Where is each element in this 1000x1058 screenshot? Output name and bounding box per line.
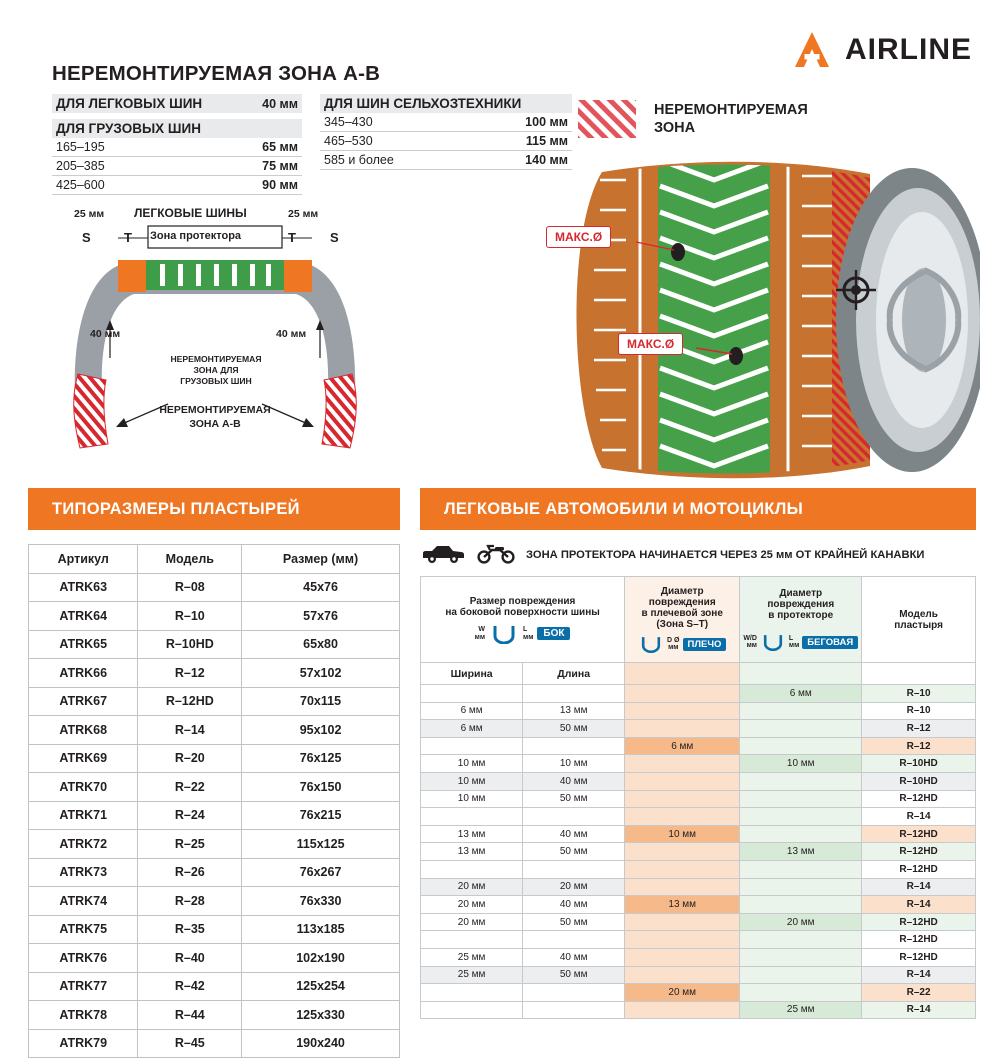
- cell-model: R–45: [138, 1029, 242, 1058]
- table-row: [29, 773, 400, 802]
- cell-tread: [740, 860, 862, 878]
- table-row: [29, 858, 400, 887]
- cell-length: 13 мм: [523, 702, 625, 720]
- cell-length: 10 мм: [523, 755, 625, 773]
- tread-zone-label: Зона протектора: [150, 230, 242, 242]
- side-damage-icon: [489, 624, 519, 644]
- cell-model: R–12HD: [862, 860, 976, 878]
- cell-shoulder: 6 мм: [625, 737, 740, 755]
- cell-article: ATRK79: [29, 1029, 138, 1058]
- cell-length: 20 мм: [523, 878, 625, 896]
- cell-size: 65x80: [242, 630, 400, 659]
- table-row: [29, 659, 400, 688]
- cell-model: R–22: [862, 984, 976, 1002]
- cell-length: [523, 984, 625, 1002]
- section-header-cars-motorcycles: ЛЕГКОВЫЕ АВТОМОБИЛИ И МОТОЦИКЛЫ: [420, 488, 976, 530]
- cell-model: R–12HD: [138, 687, 242, 716]
- cell-width: 20 мм: [421, 878, 523, 896]
- cell-length: 40 мм: [523, 772, 625, 790]
- cell-length: [523, 685, 625, 703]
- cell-width: 10 мм: [421, 790, 523, 808]
- cell-tread: [740, 931, 862, 949]
- cell-model: R–10HD: [862, 755, 976, 773]
- legend-text: НЕРЕМОНТИРУЕМАЯ ЗОНА: [654, 101, 808, 136]
- damage-table-header-row: [421, 577, 976, 663]
- cell-tread: [740, 896, 862, 914]
- cell-shoulder: 10 мм: [625, 825, 740, 843]
- truck-value: 90 мм: [247, 176, 302, 195]
- cell-size: 190x240: [242, 1029, 400, 1058]
- agro-range: 345–430: [320, 113, 472, 132]
- cell-width: [421, 984, 523, 1002]
- side-badge: БОК: [537, 627, 570, 640]
- table-row: [29, 1029, 400, 1058]
- subheader-shoulder-blank: [625, 663, 740, 685]
- damage-row: [421, 755, 976, 773]
- cell-shoulder: [625, 878, 740, 896]
- cell-length: 40 мм: [523, 896, 625, 914]
- cell-model: R–10HD: [862, 772, 976, 790]
- header-shoulder-damage: Диаметр повреждения в плечевой зоне (Зона S–T) D Ø мм ПЛЕЧО: [625, 577, 740, 663]
- brand-name: AIRLINE: [845, 33, 972, 66]
- mark-s-right: S: [330, 230, 339, 245]
- right-25mm-label: 25 мм: [288, 208, 319, 220]
- damage-row: [421, 790, 976, 808]
- table-row: [29, 602, 400, 631]
- side-w-label: W мм: [474, 626, 486, 641]
- tread-zone-note: ЗОНА ПРОТЕКТОРА НАЧИНАЕТСЯ ЧЕРЕЗ 25 мм ОТ КРАЙНЕЙ КАНАВКИ: [526, 549, 925, 561]
- cell-model: R–25: [138, 830, 242, 859]
- cell-width: [421, 808, 523, 826]
- tire-illustration: [540, 160, 980, 480]
- table-row: [29, 887, 400, 916]
- cell-model: R–12: [862, 737, 976, 755]
- passenger-value: 40 мм: [262, 96, 298, 111]
- left-25mm-label: 25 мм: [74, 208, 105, 220]
- cell-article: ATRK76: [29, 944, 138, 973]
- damage-row: [421, 808, 976, 826]
- cell-model: R–35: [138, 915, 242, 944]
- mark-t-right: T: [288, 230, 296, 245]
- cell-article: ATRK64: [29, 602, 138, 631]
- mark-t-left: T: [124, 230, 132, 245]
- hatch-legend: [578, 100, 808, 138]
- cell-tread: [740, 720, 862, 738]
- cell-width: 20 мм: [421, 896, 523, 914]
- cell-width: 13 мм: [421, 825, 523, 843]
- cell-length: 40 мм: [523, 948, 625, 966]
- table-row: [29, 972, 400, 1001]
- cell-article: ATRK69: [29, 744, 138, 773]
- right-40mm-label: 40 мм: [276, 328, 307, 340]
- header-patch-model: Модель пластыря: [862, 577, 976, 663]
- cell-size: 76x150: [242, 773, 400, 802]
- shoulder-badge: ПЛЕЧО: [683, 638, 727, 651]
- cell-width: [421, 1001, 523, 1019]
- cell-size: 102x190: [242, 944, 400, 973]
- cell-size: 76x330: [242, 887, 400, 916]
- col-model: Модель: [138, 545, 242, 574]
- cell-model: R–40: [138, 944, 242, 973]
- cell-model: R–26: [138, 858, 242, 887]
- damage-size-table: [420, 576, 976, 1019]
- vehicle-type-note: [420, 540, 976, 570]
- damage-row: [421, 685, 976, 703]
- cell-tread: [740, 966, 862, 984]
- damage-row: [421, 931, 976, 949]
- damage-row: [421, 843, 976, 861]
- cell-width: 10 мм: [421, 772, 523, 790]
- cell-model: R–12HD: [862, 843, 976, 861]
- damage-row: [421, 737, 976, 755]
- agro-label: ДЛЯ ШИН СЕЛЬХОЗТЕХНИКИ: [324, 96, 522, 111]
- cell-width: 13 мм: [421, 843, 523, 861]
- cell-model: R–28: [138, 887, 242, 916]
- cell-model: R–14: [862, 966, 976, 984]
- agro-value: 100 мм: [472, 113, 572, 132]
- cell-shoulder: [625, 790, 740, 808]
- cell-size: 76x267: [242, 858, 400, 887]
- cell-model: R–12HD: [862, 913, 976, 931]
- shoulder-d-label: D Ø мм: [667, 636, 680, 651]
- cell-article: ATRK77: [29, 972, 138, 1001]
- non-repairable-zone-block: [52, 62, 572, 195]
- mark-s-left: S: [82, 230, 91, 245]
- callout-max-diameter-top: МАКС.Ø: [546, 226, 611, 248]
- cell-tread: 25 мм: [740, 1001, 862, 1019]
- cell-model: R–10: [138, 602, 242, 631]
- cell-shoulder: 20 мм: [625, 984, 740, 1002]
- cell-length: [523, 860, 625, 878]
- cell-model: R–22: [138, 773, 242, 802]
- truck-zone-note: НЕРЕМОНТИРУЕМАЯ ЗОНА ДЛЯ ГРУЗОВЫХ ШИН: [170, 354, 262, 386]
- cell-shoulder: [625, 808, 740, 826]
- cell-tread: 13 мм: [740, 843, 862, 861]
- cell-tread: [740, 772, 862, 790]
- tread-damage-icon: [760, 633, 786, 651]
- cell-model: R–10: [862, 685, 976, 703]
- tread-l-label: L мм: [788, 634, 800, 649]
- cell-tread: [740, 825, 862, 843]
- cell-article: ATRK70: [29, 773, 138, 802]
- cell-article: ATRK66: [29, 659, 138, 688]
- header-side-damage: Размер повреждения на боковой поверхности шины W мм L мм БОК: [421, 577, 625, 663]
- cell-model: R–08: [138, 573, 242, 602]
- cell-shoulder: [625, 860, 740, 878]
- cell-tread: [740, 702, 862, 720]
- cell-width: [421, 737, 523, 755]
- motorcycle-icon: [476, 542, 516, 569]
- cell-size: 76x215: [242, 801, 400, 830]
- damage-row: [421, 825, 976, 843]
- agro-range: 465–530: [320, 132, 472, 151]
- cell-length: 50 мм: [523, 966, 625, 984]
- passenger-label: ДЛЯ ЛЕГКОВЫХ ШИН: [56, 96, 203, 111]
- cell-length: 50 мм: [523, 913, 625, 931]
- cell-length: 40 мм: [523, 825, 625, 843]
- cell-model: R–20: [138, 744, 242, 773]
- cell-size: 95x102: [242, 716, 400, 745]
- damage-row: [421, 984, 976, 1002]
- header-tread-damage: Диаметр повреждения в протекторе W/D мм L мм БЕГОВАЯ: [740, 577, 862, 663]
- hatch-swatch-icon: [578, 100, 636, 138]
- table-row: [29, 915, 400, 944]
- cell-size: 125x254: [242, 972, 400, 1001]
- cell-width: 6 мм: [421, 702, 523, 720]
- cell-size: 113x185: [242, 915, 400, 944]
- col-size: Размер (мм): [242, 545, 400, 574]
- cell-shoulder: [625, 702, 740, 720]
- table-row: [29, 744, 400, 773]
- tread-wd-label: W/D мм: [743, 634, 757, 649]
- section-header-patch-sizes: ТИПОРАЗМЕРЫ ПЛАСТЫРЕЙ: [28, 488, 400, 530]
- cell-model: R–12HD: [862, 825, 976, 843]
- col-article: Артикул: [29, 545, 138, 574]
- cell-article: ATRK71: [29, 801, 138, 830]
- callout-max-diameter-bottom: МАКС.Ø: [618, 333, 683, 355]
- cell-width: 6 мм: [421, 720, 523, 738]
- patch-sizes-table: [28, 544, 400, 1058]
- cell-shoulder: [625, 931, 740, 949]
- cell-size: 57x76: [242, 602, 400, 631]
- cell-tread: [740, 790, 862, 808]
- cell-length: 50 мм: [523, 790, 625, 808]
- damage-table-subheader-row: [421, 663, 976, 685]
- table-row: [29, 630, 400, 659]
- cell-tread: 6 мм: [740, 685, 862, 703]
- tire-cross-section-diagram: [60, 208, 370, 458]
- cell-width: [421, 685, 523, 703]
- cell-shoulder: [625, 843, 740, 861]
- truck-range: 165–195: [52, 138, 247, 157]
- damage-row: [421, 948, 976, 966]
- cell-model: R–12: [862, 720, 976, 738]
- cell-model: R–14: [862, 808, 976, 826]
- cell-width: [421, 860, 523, 878]
- truck-range: 425–600: [52, 176, 247, 195]
- cell-model: R–14: [138, 716, 242, 745]
- cell-article: ATRK68: [29, 716, 138, 745]
- cell-shoulder: [625, 1001, 740, 1019]
- cell-shoulder: [625, 685, 740, 703]
- cell-length: 50 мм: [523, 843, 625, 861]
- cell-width: 10 мм: [421, 755, 523, 773]
- truck-value: 65 мм: [247, 138, 302, 157]
- cell-tread: [740, 948, 862, 966]
- cell-model: R–14: [862, 896, 976, 914]
- tread-badge: БЕГОВАЯ: [802, 636, 858, 649]
- cell-size: 45x76: [242, 573, 400, 602]
- cell-length: [523, 1001, 625, 1019]
- damage-row: [421, 896, 976, 914]
- cell-length: [523, 931, 625, 949]
- cell-shoulder: 13 мм: [625, 896, 740, 914]
- cell-model: R–10: [862, 702, 976, 720]
- subheader-tread-blank: [740, 663, 862, 685]
- table-row: [29, 573, 400, 602]
- cell-size: 115x125: [242, 830, 400, 859]
- damage-row: [421, 878, 976, 896]
- agro-column: [320, 94, 572, 195]
- cell-model: R–44: [138, 1001, 242, 1030]
- cell-model: R–12HD: [862, 931, 976, 949]
- car-icon: [420, 542, 466, 569]
- cell-width: [421, 931, 523, 949]
- cell-shoulder: [625, 755, 740, 773]
- cell-article: ATRK63: [29, 573, 138, 602]
- truck-label: ДЛЯ ГРУЗОВЫХ ШИН: [56, 121, 201, 136]
- block-title: НЕРЕМОНТИРУЕМАЯ ЗОНА А-В: [52, 62, 381, 85]
- agro-value: 115 мм: [472, 132, 572, 151]
- airline-logo-icon: [791, 30, 833, 70]
- table-row: [29, 1001, 400, 1030]
- damage-row: [421, 720, 976, 738]
- agro-range: 585 и более: [320, 151, 472, 170]
- table-header-row: [29, 545, 400, 574]
- cell-model: R–12HD: [862, 948, 976, 966]
- cell-shoulder: [625, 913, 740, 931]
- damage-row: [421, 860, 976, 878]
- cell-model: R–14: [862, 1001, 976, 1019]
- cell-article: ATRK73: [29, 858, 138, 887]
- passenger-tires-title: ЛЕГКОВЫЕ ШИНЫ: [134, 206, 247, 220]
- truck-range: 205–385: [52, 157, 247, 176]
- cell-tread: 20 мм: [740, 913, 862, 931]
- cell-article: ATRK72: [29, 830, 138, 859]
- cell-tread: [740, 984, 862, 1002]
- cell-model: R–10HD: [138, 630, 242, 659]
- subheader-model-blank: [862, 663, 976, 685]
- cell-length: 50 мм: [523, 720, 625, 738]
- cell-size: 70x115: [242, 687, 400, 716]
- cell-article: ATRK78: [29, 1001, 138, 1030]
- table-row: [29, 716, 400, 745]
- damage-row: [421, 1001, 976, 1019]
- cell-article: ATRK74: [29, 887, 138, 916]
- shoulder-damage-icon: [638, 635, 664, 653]
- cell-size: 125x330: [242, 1001, 400, 1030]
- damage-row: [421, 913, 976, 931]
- cell-article: ATRK65: [29, 630, 138, 659]
- brand-logo: [791, 30, 972, 70]
- cell-length: [523, 808, 625, 826]
- cell-length: [523, 737, 625, 755]
- cell-shoulder: [625, 772, 740, 790]
- cell-model: R–12HD: [862, 790, 976, 808]
- cell-width: 20 мм: [421, 913, 523, 931]
- table-row: [29, 944, 400, 973]
- cell-shoulder: [625, 948, 740, 966]
- passenger-truck-column: [52, 94, 302, 195]
- cell-size: 76x125: [242, 744, 400, 773]
- truck-value: 75 мм: [247, 157, 302, 176]
- cell-model: R–14: [862, 878, 976, 896]
- damage-row: [421, 772, 976, 790]
- cell-article: ATRK67: [29, 687, 138, 716]
- cell-shoulder: [625, 720, 740, 738]
- cell-tread: 10 мм: [740, 755, 862, 773]
- cell-width: 25 мм: [421, 966, 523, 984]
- cell-width: 25 мм: [421, 948, 523, 966]
- damage-row: [421, 966, 976, 984]
- cell-article: ATRK75: [29, 915, 138, 944]
- side-l-label: L мм: [523, 626, 534, 641]
- cell-model: R–24: [138, 801, 242, 830]
- table-row: [29, 801, 400, 830]
- agro-value: 140 мм: [472, 151, 572, 170]
- ab-zone-note: НЕРЕМОНТИРУЕМАЯ ЗОНА А-В: [159, 404, 271, 430]
- cell-tread: [740, 737, 862, 755]
- cell-model: R–12: [138, 659, 242, 688]
- damage-row: [421, 702, 976, 720]
- cell-tread: [740, 808, 862, 826]
- table-row: [29, 687, 400, 716]
- subheader-length: Длина: [523, 663, 625, 685]
- left-40mm-label: 40 мм: [90, 328, 121, 340]
- cell-model: R–42: [138, 972, 242, 1001]
- cell-size: 57x102: [242, 659, 400, 688]
- subheader-width: Ширина: [421, 663, 523, 685]
- table-row: [29, 830, 400, 859]
- cell-shoulder: [625, 966, 740, 984]
- cell-tread: [740, 878, 862, 896]
